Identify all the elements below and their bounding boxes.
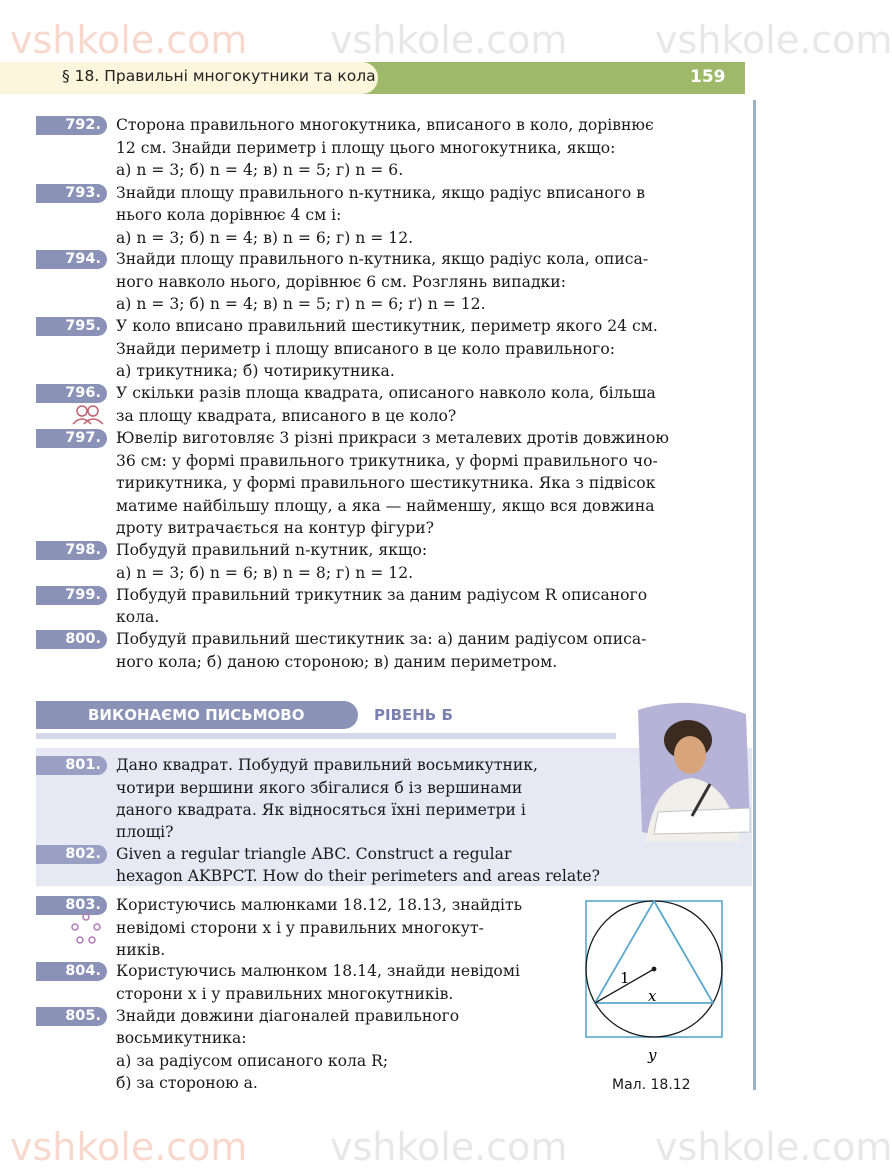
watermark: vshkole.com [655, 18, 892, 62]
watermark: vshkole.com [655, 1125, 892, 1169]
pair-work-icon [70, 403, 106, 425]
task-number: 797. [36, 429, 107, 448]
task-number: 795. [36, 317, 107, 336]
task-text-line: ного кола; б) даною стороною; в) даним периметром. [116, 653, 558, 671]
task-number: 804. [36, 962, 107, 981]
side-x-label: x [648, 987, 657, 1005]
task-text-line: Побудуй правильний n-кутник, якщо: [116, 541, 428, 559]
task-number: 802. [36, 845, 107, 864]
task-text-line: Користуючись малюнками 18.12, 18.13, знайдіть [116, 896, 523, 914]
task-text-line: кола. [116, 608, 160, 626]
task-number: 805. [36, 1007, 107, 1026]
task-text-line: дроту витрачається на контур фігури? [116, 519, 434, 537]
section-heading: ВИКОНАЄМО ПИСЬМОВО [36, 701, 358, 729]
task-text-line: Знайди периметр і площу вписаного в це коло правильного: [116, 340, 615, 358]
task-number: 801. [36, 756, 107, 775]
task-text-line: а) трикутника; б) чотирикутника. [116, 362, 395, 380]
task-text-line: ників. [116, 941, 166, 959]
radius-label: 1 [620, 969, 630, 987]
task-text-line: за площу квадрата, вписаного в це коло? [116, 407, 457, 425]
section-band [36, 733, 616, 739]
task-text-line: сторони x і y правильних многокутників. [116, 985, 454, 1003]
task-text-line: б) за стороною a. [116, 1074, 258, 1092]
circle-dots-icon [70, 913, 102, 945]
task-text-line: Побудуй правильний трикутник за даним радіусом R описаного [116, 586, 648, 604]
task-text-line: а) за радіусом описаного кола R; [116, 1052, 389, 1070]
level-label: РІВЕНЬ Б [374, 706, 453, 724]
task-text-line: нього кола дорівнює 4 см і: [116, 206, 342, 224]
task-text-line: а) n = 3; б) n = 4; в) n = 5; г) n = 6. [116, 161, 404, 179]
task-text-line: тирикутника, у формі правильного шестикутника. Яка з підвісок [116, 474, 656, 492]
page-header [0, 62, 745, 94]
task-text-line: а) n = 3; б) n = 4; в) n = 5; г) n = 6; ґ) n = 12. [116, 295, 486, 313]
task-text-line: Дано квадрат. Побудуй правильний восьмикутник, [116, 756, 538, 774]
side-y-label: y [648, 1046, 657, 1064]
task-number: 798. [36, 541, 107, 560]
task-text-line: hexagon AKBPCT. How do their perimeters and areas relate? [116, 867, 601, 885]
header-title-tab [0, 62, 378, 94]
task-text-line: 12 см. Знайди периметр і площу цього многокутника, якщо: [116, 139, 616, 157]
task-number: 796. [36, 384, 107, 403]
task-text-line: Ювелір виготовляє 3 різні прикраси з металевих дротів довжиною [116, 429, 669, 447]
task-text-line: Побудуй правильний шестикутник за: а) даним радіусом описа- [116, 630, 647, 648]
task-text-line: Знайди довжини діагоналей правильного [116, 1007, 460, 1025]
task-text-line: У коло вписано правильний шестикутник, периметр якого 24 см. [116, 317, 658, 335]
task-text-line: а) n = 3; б) n = 6; в) n = 8; г) n = 12. [116, 564, 414, 582]
task-text-line: Знайди площу правильного n-кутника, якщо радіус кола, описа- [116, 250, 649, 268]
task-text-line: Given a regular triangle ABC. Construct a regular [116, 845, 512, 863]
task-text-line: Сторона правильного многокутника, вписаного в коло, дорівнює [116, 116, 654, 134]
watermark: vshkole.com [330, 1125, 568, 1169]
section-title: § 18. Правильні многокутники та кола [62, 67, 376, 85]
margin-rule [753, 100, 756, 1090]
figure-caption: Мал. 18.12 [612, 1077, 691, 1093]
watermark: vshkole.com [330, 18, 568, 62]
task-number: 793. [36, 184, 107, 203]
task-text-line: 36 см: у формі правильного трикутника, у формі правильного чо- [116, 452, 658, 470]
task-number: 799. [36, 586, 107, 605]
task-text-line: У скільки разів площа квадрата, описаного навколо кола, більша [116, 384, 656, 402]
task-text-line: восьмикутника: [116, 1029, 247, 1047]
page-number: 159 [690, 67, 726, 87]
student-writing-photo [618, 700, 754, 842]
task-text-line: а) n = 3; б) n = 4; в) n = 6; г) n = 12. [116, 229, 414, 247]
watermark: vshkole.com [10, 18, 248, 62]
figure-18-12 [582, 897, 727, 1062]
task-text-line: Користуючись малюнком 18.14, знайди невідомі [116, 962, 520, 980]
task-text-line: площі? [116, 823, 174, 841]
task-number: 803. [36, 896, 107, 915]
task-text-line: Знайди площу правильного n-кутника, якщо радіус вписаного в [116, 184, 646, 202]
task-text-line: даного квадрата. Як відносяться їхні периметри і [116, 801, 526, 819]
task-text-line: ного навколо нього, дорівнює 6 см. Розглянь випадки: [116, 273, 566, 291]
task-text-line: чотири вершини якого збігалися б із вершинами [116, 779, 523, 797]
task-text-line: невідомі сторони x і y правильних многокут- [116, 919, 484, 937]
task-number: 792. [36, 116, 107, 135]
task-text-line: матиме найбільшу площу, а яка — найменшу, якщо вся довжина [116, 497, 655, 515]
watermark: vshkole.com [10, 1125, 248, 1169]
task-number: 794. [36, 250, 107, 269]
task-number: 800. [36, 630, 107, 649]
